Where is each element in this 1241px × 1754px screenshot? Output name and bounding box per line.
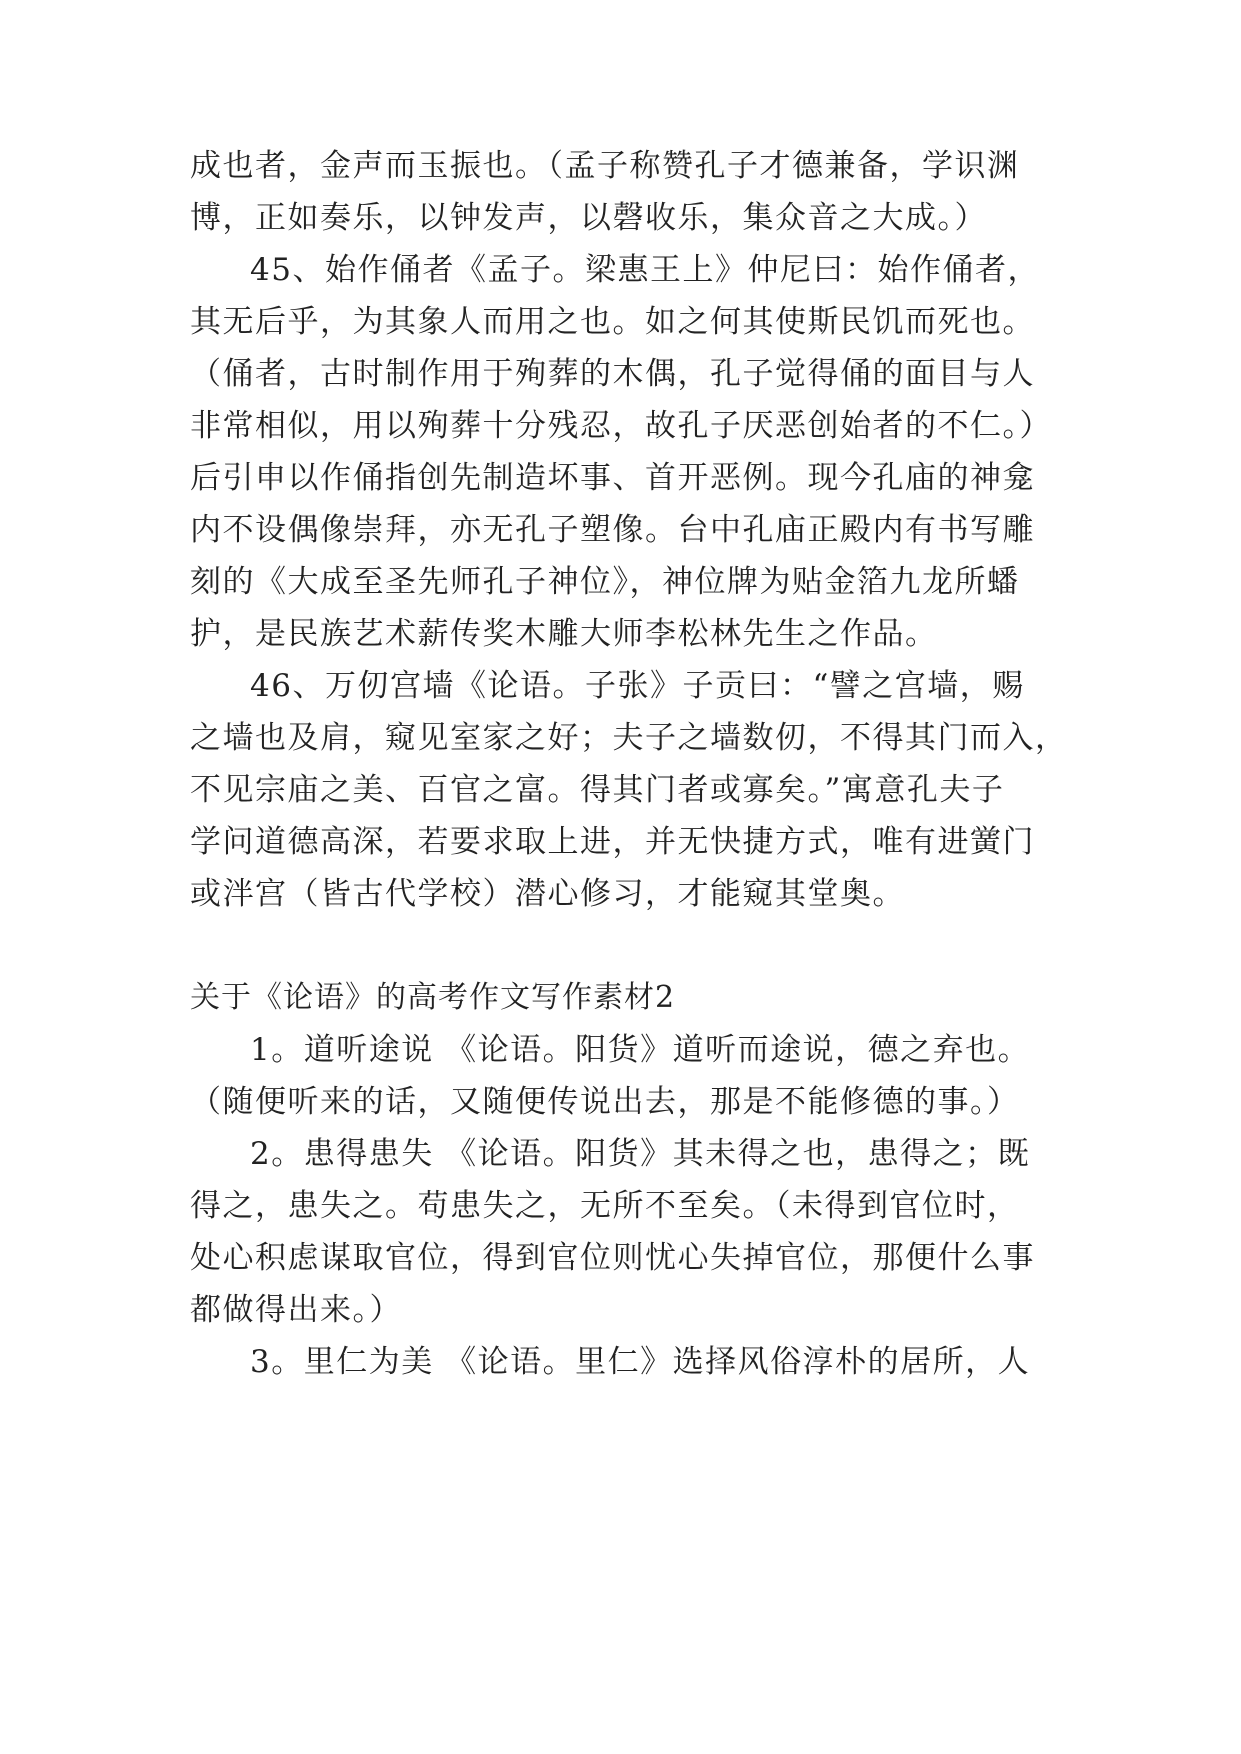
text-line: 学问道德高深，若要求取上进，并无快捷方式，唯有进黉门 [190, 824, 1035, 860]
text-line: 都做得出来。） [190, 1292, 402, 1328]
text-line: 或泮宫（皆古代学校）潜心修习，才能窥其堂奥。 [190, 876, 905, 912]
text-line: 处心积虑谋取官位，得到官位则忧心失掉官位，那便什么事 [190, 1240, 1035, 1276]
text-line: 护，是民族艺术薪传奖木雕大师李松林先生之作品。 [190, 616, 938, 652]
text-line: 成也者，金声而玉振也。（孟子称赞孔子才德兼备，学识渊 [190, 148, 1020, 184]
paragraph-3-start: 3。里仁为美 《论语。里仁》选择风俗淳朴的居所，人 [250, 1344, 1031, 1380]
paragraph-1-start: 1。道听途说 《论语。阳货》道听而途说，德之弃也。 [250, 1032, 1031, 1068]
paragraph-45-start: 45、始作俑者《孟子。梁惠王上》仲尼曰：始作俑者， [250, 252, 1040, 288]
text-line: 其无后乎，为其象人而用之也。如之何其使斯民饥而死也。 [190, 304, 1035, 340]
text-line: （随便听来的话，又随便传说出去，那是不能修德的事。） [190, 1084, 1020, 1120]
text-line: 之墙也及肩，窥见室家之好；夫子之墙数仞，不得其门而入， [190, 720, 1068, 756]
text-line: 博，正如奏乐，以钟发声，以磬收乐，集众音之大成。） [190, 200, 987, 236]
text-line: 非常相似，用以殉葬十分残忍，故孔子厌恶创始者的不仁。） [190, 408, 1052, 444]
text-line: 内不设偶像崇拜，亦无孔子塑像。台中孔庙正殿内有书写雕 [190, 512, 1035, 548]
text-line: 不见宗庙之美、百官之富。得其门者或寡矣。”寓意孔夫子 [190, 772, 1005, 808]
text-line: 后引申以作俑指创先制造坏事、首开恶例。现今孔庙的神龛 [190, 460, 1035, 496]
paragraph-2-start: 2。患得患失 《论语。阳货》其未得之也，患得之；既 [250, 1136, 1031, 1172]
text-line: 刻的《大成至圣先师孔子神位》，神位牌为贴金箔九龙所蟠 [190, 564, 1020, 600]
paragraph-46-start: 46、万仞宫墙《论语。子张》子贡曰：“譬之宫墙，赐 [250, 668, 1025, 704]
section-heading: 关于《论语》的高考作文写作素材2 [190, 980, 676, 1015]
text-line: 得之，患失之。苟患失之，无所不至矣。（未得到官位时， [190, 1188, 1020, 1224]
text-line: （俑者，古时制作用于殉葬的木偶，孔子觉得俑的面目与人 [190, 356, 1035, 392]
